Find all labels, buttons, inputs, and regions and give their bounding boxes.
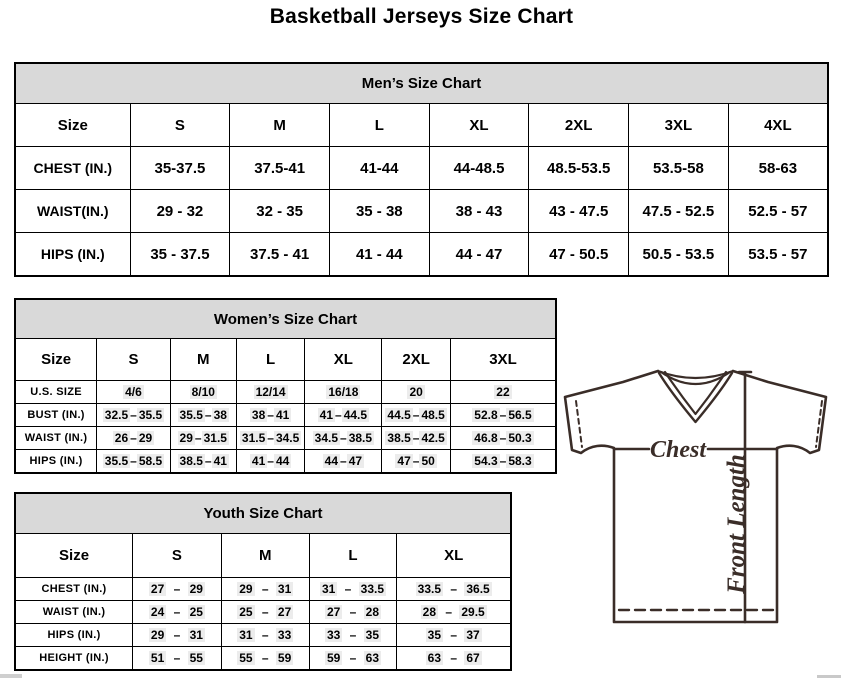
column-header: L xyxy=(236,339,305,381)
table-row xyxy=(15,233,828,277)
column-header: Size xyxy=(15,339,97,381)
cell-value: 47 – 50 xyxy=(382,450,451,474)
cell-value: 35.5 – 38 xyxy=(170,404,236,427)
cell-value: 53.5 - 57 xyxy=(728,233,828,277)
cell-value: 38.5 – 41 xyxy=(170,450,236,474)
table-row xyxy=(15,450,556,474)
cell-value: 33.5 – 36.5 xyxy=(397,578,511,601)
column-header: Size xyxy=(15,534,133,578)
cell-value: 32 - 35 xyxy=(230,190,330,233)
cell-value: 33 – 35 xyxy=(309,624,397,647)
cell-value: 35.5 – 58.5 xyxy=(97,450,171,474)
column-header: L xyxy=(329,104,429,147)
row-label: HIPS (IN.) xyxy=(15,624,133,647)
row-label: BUST (IN.) xyxy=(15,404,97,427)
cell-value: 38 – 41 xyxy=(236,404,305,427)
row-label: HIPS (IN.) xyxy=(15,233,130,277)
row-label: CHEST (IN.) xyxy=(15,578,133,601)
column-header: 3XL xyxy=(450,339,556,381)
column-header: M xyxy=(170,339,236,381)
cell-value: 8/10 xyxy=(170,381,236,404)
cell-value: 44 - 47 xyxy=(429,233,529,277)
cell-value: 29 – 31.5 xyxy=(170,427,236,450)
youth-size-table xyxy=(14,492,512,671)
cell-value: 41 - 44 xyxy=(329,233,429,277)
cell-value: 35-37.5 xyxy=(130,147,230,190)
cell-value: 37.5 - 41 xyxy=(230,233,330,277)
left-cuff-dashed-seam xyxy=(576,401,582,447)
mens-size-table xyxy=(14,62,829,277)
cell-value: 41 – 44.5 xyxy=(305,404,382,427)
row-label: CHEST (IN.) xyxy=(15,147,130,190)
scrollbar-fragment-right[interactable] xyxy=(817,675,841,678)
table-row xyxy=(15,190,828,233)
cell-value: 53.5-58 xyxy=(629,147,729,190)
cell-value: 35 – 37 xyxy=(397,624,511,647)
cell-value: 52.8 – 56.5 xyxy=(450,404,556,427)
table-row xyxy=(15,578,511,601)
table-row xyxy=(15,147,828,190)
cell-value: 34.5 – 38.5 xyxy=(305,427,382,450)
cell-value: 29 - 32 xyxy=(130,190,230,233)
cell-value: 41 – 44 xyxy=(236,450,305,474)
column-header: XL xyxy=(305,339,382,381)
row-label: U.S. SIZE xyxy=(15,381,97,404)
column-header: XL xyxy=(429,104,529,147)
column-header: 2XL xyxy=(382,339,451,381)
cell-value: 48.5-53.5 xyxy=(529,147,629,190)
table-row xyxy=(15,427,556,450)
column-header: S xyxy=(133,534,222,578)
cell-value: 59 – 63 xyxy=(309,647,397,671)
row-label: HIPS (IN.) xyxy=(15,450,97,474)
cell-value: 46.8 – 50.3 xyxy=(450,427,556,450)
cell-value: 43 - 47.5 xyxy=(529,190,629,233)
column-header: 3XL xyxy=(629,104,729,147)
cell-value: 55 – 59 xyxy=(221,647,309,671)
cell-value: 35 - 38 xyxy=(329,190,429,233)
cell-value: 26 – 29 xyxy=(97,427,171,450)
page-title: Basketball Jerseys Size Chart xyxy=(269,5,574,28)
row-label: WAIST (IN.) xyxy=(15,601,133,624)
front-length-label: Front Length xyxy=(723,454,750,594)
table-row xyxy=(15,381,556,404)
table-row xyxy=(15,601,511,624)
table-title: Women’s Size Chart xyxy=(15,299,556,339)
jersey-measurement-diagram xyxy=(555,360,843,660)
cell-value: 44 – 47 xyxy=(305,450,382,474)
cell-value: 27 – 28 xyxy=(309,601,397,624)
cell-value: 12/14 xyxy=(236,381,305,404)
cell-value: 41-44 xyxy=(329,147,429,190)
cell-value: 58-63 xyxy=(728,147,828,190)
column-header: Size xyxy=(15,104,130,147)
cell-value: 38.5 – 42.5 xyxy=(382,427,451,450)
table-row xyxy=(15,647,511,671)
cell-value: 63 – 67 xyxy=(397,647,511,671)
cell-value: 31.5 – 34.5 xyxy=(236,427,305,450)
column-header: M xyxy=(221,534,309,578)
chest-label: Chest xyxy=(649,437,707,463)
cell-value: 31 – 33 xyxy=(221,624,309,647)
row-label: WAIST (IN.) xyxy=(15,427,97,450)
row-label: WAIST(IN.) xyxy=(15,190,130,233)
table-title: Men’s Size Chart xyxy=(15,63,828,104)
jersey-outline xyxy=(565,371,826,622)
cell-value: 37.5-41 xyxy=(230,147,330,190)
cell-value: 32.5 – 35.5 xyxy=(97,404,171,427)
cell-value: 29 – 31 xyxy=(221,578,309,601)
column-header: S xyxy=(130,104,230,147)
table-row xyxy=(15,624,511,647)
cell-value: 44.5 – 48.5 xyxy=(382,404,451,427)
cell-value: 4/6 xyxy=(97,381,171,404)
womens-size-table xyxy=(14,298,557,474)
cell-value: 16/18 xyxy=(305,381,382,404)
cell-value: 35 - 37.5 xyxy=(130,233,230,277)
scrollbar-fragment-left[interactable] xyxy=(0,674,22,678)
cell-value: 25 – 27 xyxy=(221,601,309,624)
cell-value: 44-48.5 xyxy=(429,147,529,190)
cell-value: 52.5 - 57 xyxy=(728,190,828,233)
cell-value: 27 – 29 xyxy=(133,578,222,601)
cell-value: 51 – 55 xyxy=(133,647,222,671)
cell-value: 24 – 25 xyxy=(133,601,222,624)
cell-value: 29 – 31 xyxy=(133,624,222,647)
cell-value: 31 – 33.5 xyxy=(309,578,397,601)
table-row xyxy=(15,404,556,427)
column-header: 2XL xyxy=(529,104,629,147)
cell-value: 38 - 43 xyxy=(429,190,529,233)
column-header: S xyxy=(97,339,171,381)
row-label: HEIGHT (IN.) xyxy=(15,647,133,671)
column-header: XL xyxy=(397,534,511,578)
cell-value: 22 xyxy=(450,381,556,404)
table-title: Youth Size Chart xyxy=(15,493,511,534)
cell-value: 28 – 29.5 xyxy=(397,601,511,624)
cell-value: 47.5 - 52.5 xyxy=(629,190,729,233)
column-header: L xyxy=(309,534,397,578)
cell-value: 50.5 - 53.5 xyxy=(629,233,729,277)
column-header: 4XL xyxy=(728,104,828,147)
cell-value: 20 xyxy=(382,381,451,404)
column-header: M xyxy=(230,104,330,147)
cell-value: 54.3 – 58.3 xyxy=(450,450,556,474)
cell-value: 47 - 50.5 xyxy=(529,233,629,277)
